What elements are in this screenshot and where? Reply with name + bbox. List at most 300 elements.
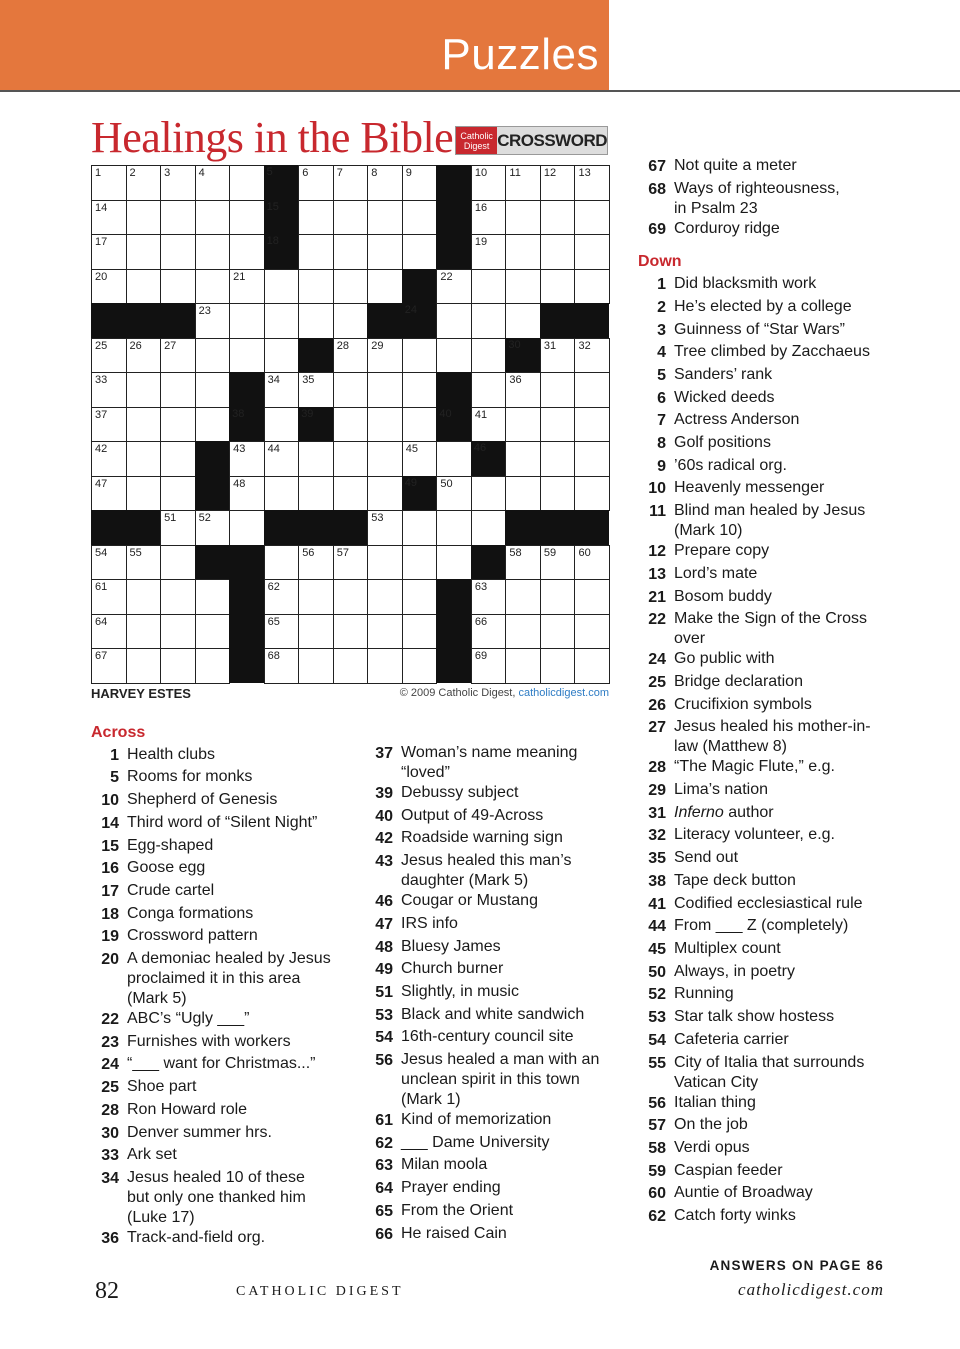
grid-cell[interactable] <box>505 200 541 236</box>
clue-line: Caspian feeder <box>674 1161 783 1179</box>
grid-cell[interactable] <box>91 372 127 408</box>
grid-cell[interactable] <box>505 648 541 684</box>
grid-cell[interactable] <box>402 510 438 546</box>
grid-cell[interactable] <box>229 338 265 374</box>
clue-number: 22 <box>101 1011 119 1029</box>
grid-cell[interactable] <box>436 476 472 512</box>
grid-cell[interactable] <box>298 648 334 684</box>
grid-cell[interactable] <box>126 269 162 305</box>
clue-line: Prayer ending <box>401 1179 501 1197</box>
grid-cell[interactable] <box>91 441 127 477</box>
grid-cell[interactable] <box>126 200 162 236</box>
grid-cell[interactable] <box>126 338 162 374</box>
grid-cell[interactable] <box>505 165 541 201</box>
cell-number: 29 <box>371 339 384 352</box>
grid-cell[interactable] <box>574 200 610 236</box>
grid-cell[interactable] <box>229 476 265 512</box>
grid-cell[interactable] <box>91 234 127 270</box>
clue-line: He’s elected by a college <box>674 297 852 315</box>
grid-cell[interactable] <box>160 648 196 684</box>
grid-block <box>574 303 609 338</box>
grid-cell[interactable] <box>333 648 369 684</box>
grid-cell[interactable] <box>574 234 610 270</box>
grid-cell[interactable] <box>333 545 369 581</box>
grid-cell[interactable] <box>264 269 300 305</box>
grid-cell[interactable] <box>540 476 576 512</box>
clue-text <box>674 848 878 871</box>
clue-line: Blind man healed by Jesus <box>674 502 866 520</box>
clue-number: 64 <box>375 1180 393 1198</box>
grid-cell[interactable] <box>91 476 127 512</box>
cell-number: 23 <box>198 305 211 318</box>
cell-number: 14 <box>95 201 108 214</box>
grid-cell[interactable] <box>471 614 507 650</box>
grid-cell[interactable] <box>333 441 369 477</box>
grid-cell[interactable] <box>471 269 507 305</box>
grid-cell[interactable] <box>402 648 438 684</box>
clue-line: proclaimed it in this area <box>127 970 301 988</box>
cell-number: 64 <box>95 615 108 628</box>
grid-cell[interactable] <box>574 614 610 650</box>
grid-cell[interactable] <box>540 545 576 581</box>
grid-cell[interactable] <box>367 441 403 477</box>
grid-cell[interactable] <box>333 372 369 408</box>
grid-cell[interactable] <box>540 338 576 374</box>
section-title: Puzzles <box>441 30 599 79</box>
clue-number: 42 <box>375 830 393 848</box>
grid-cell[interactable] <box>574 648 610 684</box>
cell-number: 41 <box>474 408 488 421</box>
grid-cell[interactable] <box>402 234 438 270</box>
grid-cell[interactable] <box>160 165 196 201</box>
grid-cell[interactable] <box>91 614 127 650</box>
clue-text <box>674 1183 878 1206</box>
clue-text <box>401 1178 605 1201</box>
grid-cell[interactable] <box>471 200 507 236</box>
grid-cell[interactable] <box>298 303 334 339</box>
grid-cell[interactable] <box>540 372 576 408</box>
clue <box>365 806 605 829</box>
grid-block <box>229 648 264 683</box>
grid-cell[interactable] <box>160 510 196 546</box>
grid-cell[interactable] <box>264 648 300 684</box>
grid-cell[interactable] <box>298 476 334 512</box>
clue-line: Vatican City <box>674 1073 759 1091</box>
grid-cell[interactable] <box>367 269 403 305</box>
grid-cell[interactable] <box>229 269 265 305</box>
grid-block <box>229 545 264 580</box>
clue-text <box>674 564 878 587</box>
clue-line: (Mark 10) <box>674 522 743 540</box>
grid-cell[interactable] <box>333 338 369 374</box>
grid-cell[interactable] <box>195 200 231 236</box>
grid-block <box>436 372 471 407</box>
cell-number: 20 <box>95 270 108 283</box>
grid-cell[interactable] <box>402 407 438 443</box>
grid-cell[interactable] <box>471 579 507 615</box>
grid-cell[interactable] <box>574 407 610 443</box>
clue <box>638 297 878 320</box>
grid-cell[interactable] <box>160 579 196 615</box>
clue-number: 4 <box>657 344 666 362</box>
clue <box>638 320 878 343</box>
clue-text <box>674 342 878 365</box>
footer-site[interactable]: catholicdigest.com <box>738 1280 884 1299</box>
clue-text <box>674 1007 878 1030</box>
grid-cell[interactable] <box>436 303 472 339</box>
grid-cell[interactable] <box>91 545 127 581</box>
grid-cell[interactable] <box>540 269 576 305</box>
grid-cell[interactable] <box>229 200 265 236</box>
grid-cell[interactable] <box>471 372 507 408</box>
grid-cell[interactable] <box>298 545 334 581</box>
grid-cell[interactable] <box>160 234 196 270</box>
grid-cell[interactable] <box>574 476 610 512</box>
grid-cell[interactable] <box>540 579 576 615</box>
clue-line: A demoniac healed by Jesus <box>127 950 331 968</box>
grid-cell[interactable] <box>160 372 196 408</box>
grid-cell[interactable] <box>195 338 231 374</box>
grid-cell[interactable] <box>126 648 162 684</box>
grid-cell[interactable] <box>160 545 196 581</box>
grid-cell[interactable] <box>91 648 127 684</box>
grid-cell[interactable] <box>264 372 300 408</box>
clue-line: Wicked deeds <box>674 388 775 406</box>
grid-cell[interactable] <box>195 614 231 650</box>
cell-number: 24 <box>404 304 418 317</box>
clue-text <box>127 836 341 859</box>
grid-cell[interactable] <box>333 614 369 650</box>
clue-text <box>674 939 878 962</box>
grid-cell[interactable] <box>402 441 438 477</box>
grid-cell[interactable] <box>195 269 231 305</box>
grid-cell[interactable] <box>471 338 507 374</box>
grid-cell[interactable] <box>367 338 403 374</box>
grid-cell[interactable] <box>298 614 334 650</box>
clue-number: 35 <box>648 850 666 868</box>
grid-cell[interactable] <box>367 545 403 581</box>
grid-cell[interactable] <box>540 648 576 684</box>
grid-block <box>436 200 471 235</box>
grid-cell[interactable] <box>126 372 162 408</box>
grid-cell[interactable] <box>505 234 541 270</box>
clue-line: Inferno author <box>674 803 774 821</box>
cell-number: 49 <box>404 476 418 489</box>
clue-text <box>674 1115 878 1138</box>
grid-cell[interactable] <box>195 303 231 339</box>
grid-cell[interactable] <box>574 338 610 374</box>
grid-cell[interactable] <box>229 165 265 201</box>
clue-line: (Mark 1) <box>401 1091 461 1109</box>
clue-text <box>401 1155 605 1178</box>
grid-cell[interactable] <box>505 269 541 305</box>
cell-number: 28 <box>336 339 349 352</box>
grid-cell[interactable] <box>540 234 576 270</box>
grid-cell[interactable] <box>367 407 403 443</box>
grid-cell[interactable] <box>505 476 541 512</box>
grid-cell[interactable] <box>264 407 300 443</box>
grid-cell[interactable] <box>91 407 127 443</box>
grid-cell[interactable] <box>402 338 438 374</box>
clue-text <box>674 433 878 456</box>
header-rule <box>0 90 960 92</box>
grid-cell[interactable] <box>333 579 369 615</box>
grid-cell[interactable] <box>436 269 472 305</box>
clue <box>638 410 878 433</box>
clue-number: 31 <box>648 804 666 822</box>
grid-cell[interactable] <box>126 545 162 581</box>
grid-cell[interactable] <box>540 614 576 650</box>
grid-cell[interactable] <box>471 234 507 270</box>
grid-cell[interactable] <box>160 476 196 512</box>
grid-cell[interactable] <box>91 338 127 374</box>
clue-text <box>674 297 878 320</box>
grid-block <box>540 510 575 545</box>
clue-line: ABC’s “Ugly ___” <box>127 1010 250 1028</box>
grid-cell[interactable] <box>367 200 403 236</box>
grid-cell[interactable] <box>574 441 610 477</box>
grid-cell[interactable] <box>333 200 369 236</box>
clue <box>638 388 878 411</box>
grid-cell[interactable] <box>298 269 334 305</box>
grid-cell[interactable] <box>160 441 196 477</box>
clue <box>365 743 605 783</box>
grid-cell[interactable] <box>126 579 162 615</box>
clue-line: Crossword pattern <box>127 927 258 945</box>
grid-cell[interactable] <box>367 372 403 408</box>
clue-line: Crucifixion symbols <box>674 695 812 713</box>
grid-cell[interactable] <box>264 476 300 512</box>
clue-number: 2 <box>657 298 666 316</box>
clue-number: 6 <box>657 389 666 407</box>
grid-cell[interactable] <box>402 165 438 201</box>
grid-cell[interactable] <box>402 614 438 650</box>
clue-text <box>674 1053 878 1093</box>
grid-cell[interactable] <box>264 303 300 339</box>
grid-cell[interactable] <box>471 510 507 546</box>
clue-number: 1 <box>110 746 119 764</box>
grid-cell[interactable] <box>540 200 576 236</box>
clue <box>365 1201 605 1224</box>
grid-cell[interactable] <box>367 614 403 650</box>
grid-cell[interactable] <box>91 579 127 615</box>
grid-cell[interactable] <box>298 200 334 236</box>
grid-cell[interactable] <box>229 234 265 270</box>
clue <box>91 1145 341 1168</box>
grid-cell[interactable] <box>402 200 438 236</box>
grid-cell[interactable] <box>91 200 127 236</box>
cell-number: 21 <box>233 270 246 283</box>
grid-cell[interactable] <box>298 165 334 201</box>
grid-cell[interactable] <box>195 165 231 201</box>
clue-number: 69 <box>648 220 666 238</box>
clue-line: Cafeteria carrier <box>674 1030 789 1048</box>
clue <box>638 1115 878 1138</box>
grid-cell[interactable] <box>229 441 265 477</box>
grid-cell[interactable] <box>402 579 438 615</box>
grid-cell[interactable] <box>264 579 300 615</box>
grid-cell[interactable] <box>264 338 300 374</box>
grid-cell[interactable] <box>160 269 196 305</box>
grid-cell[interactable] <box>298 441 334 477</box>
grid-cell[interactable] <box>333 407 369 443</box>
grid-cell[interactable] <box>195 407 231 443</box>
grid-cell[interactable] <box>367 579 403 615</box>
grid-cell[interactable] <box>402 545 438 581</box>
grid-cell[interactable] <box>436 441 472 477</box>
grid-cell[interactable] <box>264 441 300 477</box>
grid-cell[interactable] <box>333 234 369 270</box>
grid-cell[interactable] <box>436 545 472 581</box>
grid-cell[interactable] <box>505 614 541 650</box>
grid-cell[interactable] <box>126 234 162 270</box>
grid-cell[interactable] <box>574 545 610 581</box>
grid-block <box>195 545 230 580</box>
grid-cell[interactable] <box>505 441 541 477</box>
grid-cell[interactable] <box>126 441 162 477</box>
clue-number: 65 <box>375 1202 393 1220</box>
grid-cell[interactable] <box>471 476 507 512</box>
grid-cell[interactable] <box>471 648 507 684</box>
grid-cell[interactable] <box>333 269 369 305</box>
clue-line: law (Matthew 8) <box>674 738 787 756</box>
grid-block <box>298 407 333 442</box>
grid-cell[interactable] <box>195 372 231 408</box>
grid-cell[interactable] <box>91 165 127 201</box>
copyright-link[interactable]: catholicdigest.com <box>518 687 609 699</box>
grid-cell[interactable] <box>333 476 369 512</box>
clue-number: 49 <box>375 961 393 979</box>
grid-cell[interactable] <box>540 165 576 201</box>
grid-cell[interactable] <box>574 579 610 615</box>
cell-number: 66 <box>474 615 488 628</box>
grid-cell[interactable] <box>264 614 300 650</box>
clue-text <box>674 156 878 179</box>
grid-cell[interactable] <box>126 614 162 650</box>
grid-cell[interactable] <box>195 648 231 684</box>
grid-cell[interactable] <box>126 407 162 443</box>
clue-number: 50 <box>648 963 666 981</box>
grid-cell[interactable] <box>505 407 541 443</box>
grid-cell[interactable] <box>402 372 438 408</box>
clue-text <box>127 745 341 768</box>
grid-cell[interactable] <box>298 372 334 408</box>
grid-cell[interactable] <box>540 441 576 477</box>
clue-number: 66 <box>375 1225 393 1243</box>
grid-cell[interactable] <box>264 545 300 581</box>
cell-number: 18 <box>266 235 279 248</box>
grid-cell[interactable] <box>505 545 541 581</box>
copyright-line <box>400 687 609 699</box>
cell-number: 27 <box>164 339 177 352</box>
clue <box>91 1009 341 1032</box>
clue-text <box>401 937 605 960</box>
clue-number: 62 <box>648 1208 666 1226</box>
grid-cell[interactable] <box>367 165 403 201</box>
grid-cell[interactable] <box>367 648 403 684</box>
clue <box>638 1138 878 1161</box>
grid-cell[interactable] <box>505 372 541 408</box>
copyright-text: © 2009 Catholic Digest, <box>399 687 516 699</box>
grid-cell[interactable] <box>574 372 610 408</box>
grid-cell[interactable] <box>229 510 265 546</box>
grid-block <box>471 441 506 476</box>
clue-text <box>674 320 878 343</box>
clue-text <box>674 609 878 649</box>
grid-cell[interactable] <box>126 165 162 201</box>
clue-line: Sanders’ rank <box>674 365 773 383</box>
grid-cell[interactable] <box>160 407 196 443</box>
clue <box>365 828 605 851</box>
grid-cell[interactable] <box>471 407 507 443</box>
grid-cell[interactable] <box>333 303 369 339</box>
grid-cell[interactable] <box>229 303 265 339</box>
grid-cell[interactable] <box>298 234 334 270</box>
grid-cell[interactable] <box>160 338 196 374</box>
clue-number: 53 <box>375 1006 393 1024</box>
cell-number: 19 <box>474 236 488 249</box>
grid-cell[interactable] <box>540 407 576 443</box>
clue-number: 51 <box>375 983 393 1001</box>
grid-cell[interactable] <box>91 269 127 305</box>
crossword-grid <box>91 165 609 683</box>
grid-cell[interactable] <box>505 303 541 339</box>
cell-number: 33 <box>95 374 108 387</box>
cell-number: 1 <box>95 167 102 179</box>
clue-text <box>674 871 878 894</box>
clue <box>365 982 605 1005</box>
clue-number: 28 <box>648 759 666 777</box>
clue-text <box>674 179 878 219</box>
grid-cell[interactable] <box>367 234 403 270</box>
clue <box>91 745 341 768</box>
grid-cell[interactable] <box>298 579 334 615</box>
cell-number: 5 <box>266 166 273 178</box>
grid-cell[interactable] <box>367 476 403 512</box>
clue-text <box>401 783 605 806</box>
cell-number: 62 <box>267 581 280 594</box>
clue <box>638 156 878 179</box>
grid-cell[interactable] <box>333 165 369 201</box>
grid-cell[interactable] <box>160 200 196 236</box>
grid-block <box>195 441 230 476</box>
grid-cell[interactable] <box>505 579 541 615</box>
grid-cell[interactable] <box>195 579 231 615</box>
grid-cell[interactable] <box>126 476 162 512</box>
grid-cell[interactable] <box>574 269 610 305</box>
grid-block <box>264 510 299 545</box>
grid-cell[interactable] <box>195 510 231 546</box>
grid-block <box>367 303 402 338</box>
grid-cell[interactable] <box>471 165 507 201</box>
grid-cell[interactable] <box>195 234 231 270</box>
grid-cell[interactable] <box>367 510 403 546</box>
cell-number: 26 <box>129 339 142 352</box>
clue-line: On the job <box>674 1116 748 1134</box>
grid-cell[interactable] <box>574 165 610 201</box>
clue-line: daughter (Mark 5) <box>401 872 529 890</box>
grid-cell[interactable] <box>160 614 196 650</box>
grid-cell[interactable] <box>471 303 507 339</box>
clue <box>365 1110 605 1133</box>
clue-number: 1 <box>657 276 666 294</box>
clue <box>91 1032 341 1055</box>
clue-number: 68 <box>648 180 666 198</box>
clue-text <box>401 1224 605 1247</box>
grid-cell[interactable] <box>436 338 472 374</box>
grid-block <box>505 338 540 373</box>
grid-cell[interactable] <box>436 510 472 546</box>
